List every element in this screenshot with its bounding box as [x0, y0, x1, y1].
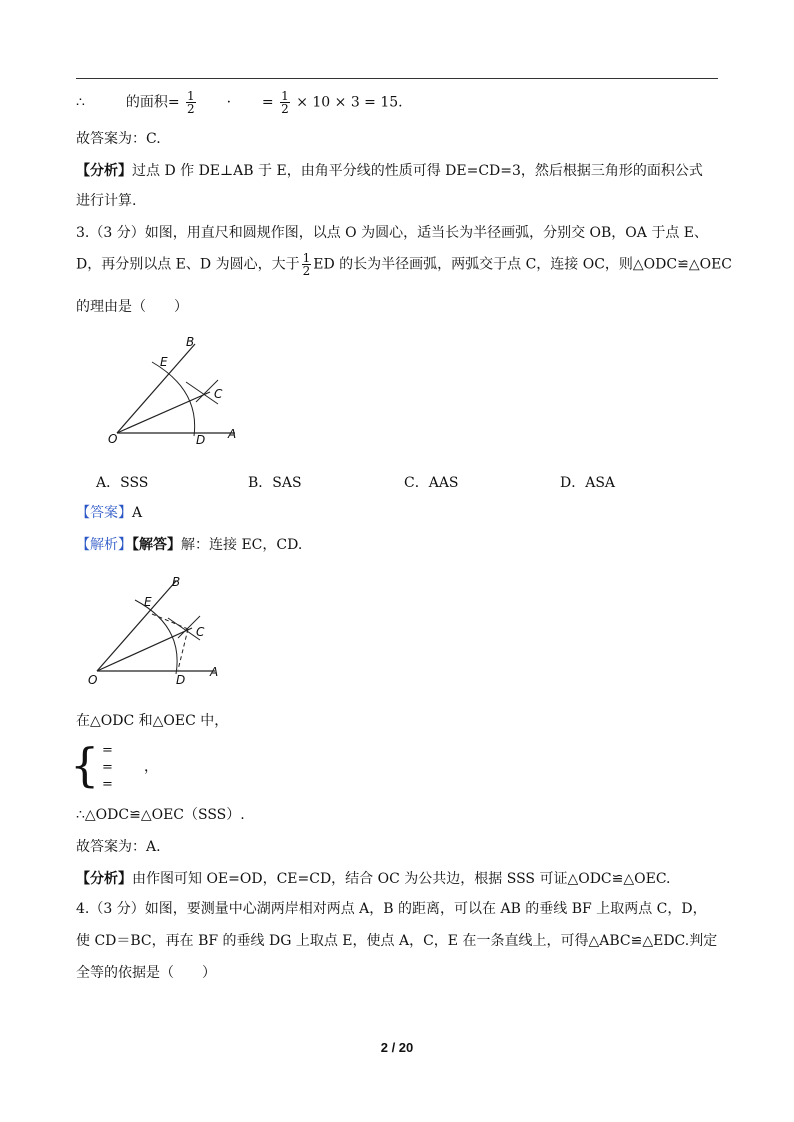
ray-oc	[117, 392, 210, 433]
fraction-half-1: $\frac{1}{2}$	[187, 89, 195, 116]
answer-tag: 【答案】	[76, 505, 132, 521]
label-d: D	[176, 673, 186, 687]
arc-ed	[152, 362, 195, 436]
label-c: C	[196, 625, 205, 639]
ray-ob	[117, 344, 195, 433]
analysis-q2	[76, 160, 703, 180]
analysis-tag: 【分析】	[76, 163, 132, 179]
label-d: D	[196, 433, 206, 447]
label-c: C	[214, 387, 223, 401]
option-a: A．SSS	[96, 475, 149, 491]
answer-line-q3	[76, 502, 142, 522]
answer-line-q2: 故答案为：C.	[76, 131, 161, 147]
analysis-text: 过点 D 作 DE⊥AB 于 E，由角平分线的性质可得 DE=CD=3，然后根据三角形的面积公式	[132, 163, 703, 179]
q3-figure	[100, 330, 260, 450]
label-b: B	[172, 575, 181, 589]
q3-line3: 的理由是（ ）	[76, 299, 188, 315]
jiexi-line	[76, 534, 302, 554]
equation-system	[102, 742, 113, 793]
label-a: A	[228, 427, 237, 441]
analysis-q3	[76, 868, 671, 888]
header-rule	[76, 78, 718, 79]
formula-text-c: × 10 × 3 = 15.	[296, 94, 403, 111]
formula-dot: ·	[226, 94, 232, 111]
label-o: O	[88, 673, 98, 687]
fraction-half-q3: $\frac{1}{2}$	[302, 251, 311, 278]
analysis-tag: 【分析】	[76, 871, 132, 887]
analysis-text: 由作图可知 OE=OD，CE=CD，结合 OC 为公共边，根据 SSS 可证△ODC≌△OEC.	[132, 871, 671, 887]
final-answer-q3: 故答案为：A.	[76, 839, 161, 855]
dashed-cd	[178, 629, 188, 670]
option-c: C．AAS	[404, 475, 459, 491]
jieda-text: 解：连接 EC，CD.	[181, 537, 303, 553]
answer-value: A	[132, 505, 143, 521]
therefore-symbol: ∴	[76, 94, 85, 111]
system-row-3: =	[102, 777, 113, 792]
q3-line2: D，再分别以点 E、D 为圆心，大于 $\frac{1}{2}$ ED 的长为半径画弧，两弧交于点 C，连接 OC，则△ODC≌△OEC	[76, 251, 733, 278]
system-brace: {	[70, 738, 100, 792]
jieda-tag: 【解答】	[132, 537, 181, 553]
q3-line1: 3.（3 分）如图，用直尺和圆规作图，以点 O 为圆心，适当长为半径画弧，分别交 OB，OA 于点 E、	[76, 225, 709, 241]
q4-line1: 4.（3 分）如图，要测量中心湖两岸相对两点 A，B 的距离，可以在 AB 的垂线 BF 上取两点 C，D，	[76, 901, 707, 917]
analysis-q2-cont: 进行计算.	[76, 193, 137, 209]
option-b: B．SAS	[248, 475, 302, 491]
option-d: D．ASA	[560, 475, 616, 491]
label-o: O	[108, 432, 118, 446]
label-b: B	[186, 335, 195, 349]
in-triangles-line: 在△ODC 和△OEC 中，	[76, 713, 229, 729]
system-row-2: =	[102, 760, 113, 775]
formula-text-a: 的面积=	[125, 94, 180, 111]
jiexi-tag: 【解析】	[76, 537, 132, 553]
q3-solution-figure	[80, 570, 240, 690]
q4-line2: 使 CD＝BC，再在 BF 的垂线 DG 上取点 E，使点 A，C，E 在一条直线上，可得△ABC≌△EDC.判定	[76, 933, 718, 949]
label-a: A	[210, 665, 219, 679]
formula-equals: =	[261, 94, 274, 111]
system-row-1: =	[102, 743, 113, 758]
label-e: E	[144, 595, 152, 609]
fraction-half-2: $\frac{1}{2}$	[281, 89, 289, 116]
q4-line3: 全等的依据是（ ）	[76, 965, 216, 981]
area-formula-line	[76, 90, 403, 115]
page-number: 2 / 20	[380, 1040, 414, 1055]
conclusion-line: ∴△ODC≌△OEC（SSS）.	[76, 807, 245, 823]
system-comma: ，	[144, 759, 158, 775]
label-e: E	[160, 355, 168, 369]
